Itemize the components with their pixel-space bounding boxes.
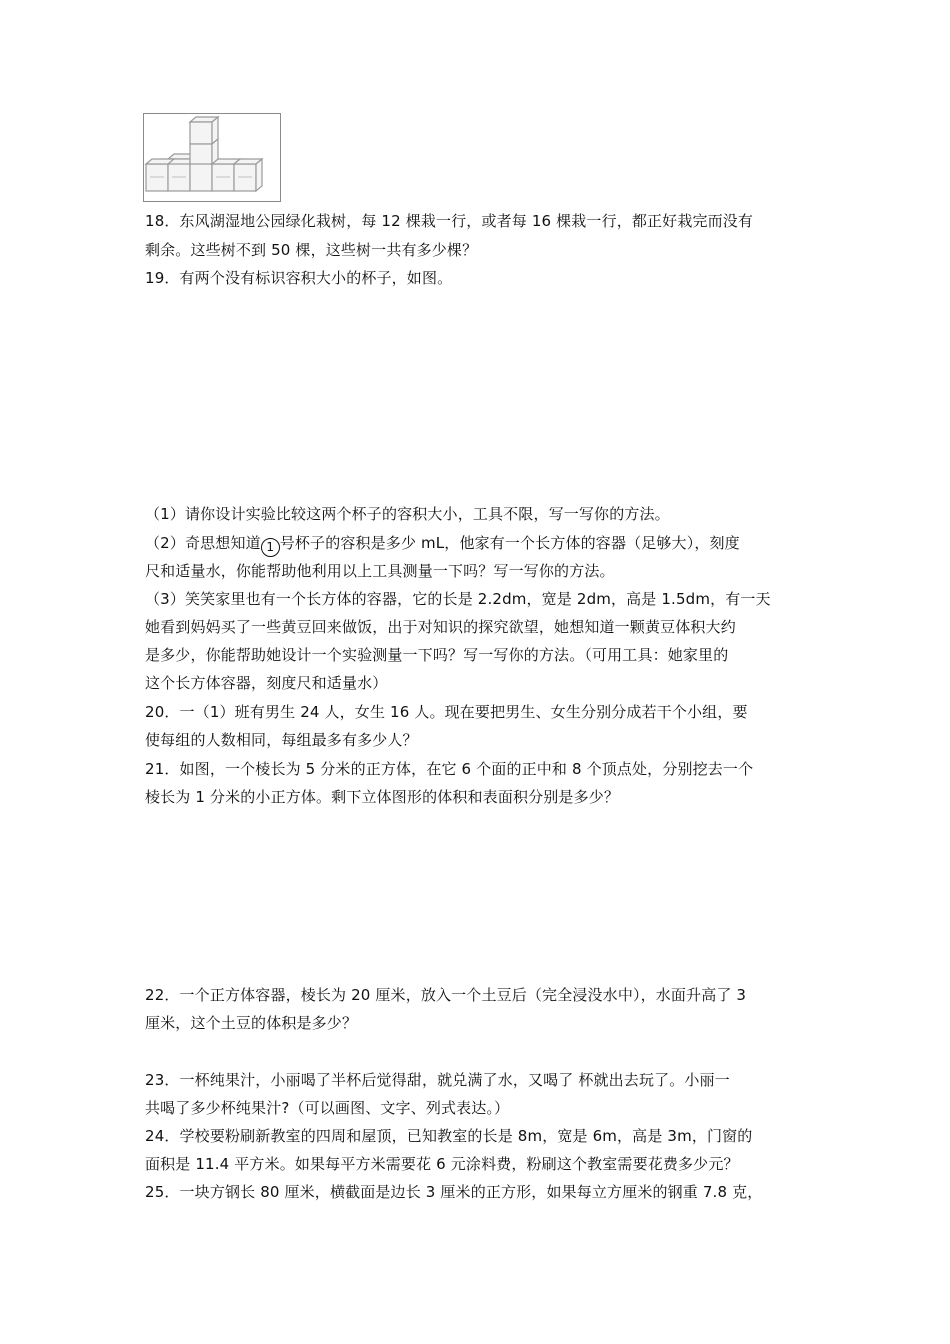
q19-part2-line-1: [145, 533, 740, 557]
q18-line-2: 剩余。这些树不到 50 棵，这些树一共有多少棵？: [145, 241, 478, 259]
q21-line-2: 棱长为 1 分米的小正方体。剩下立体图形的体积和表面积分别是多少？: [145, 788, 620, 806]
q19-line-1: 19．有两个没有标识容积大小的杯子，如图。: [145, 269, 453, 287]
q22-line-2: 厘米，这个土豆的体积是多少？: [145, 1014, 358, 1032]
q24-line-2: 面积是 11.4 平方米。如果每平方米需要花 6 元涂料费，粉刷这个教室需要花费多少元？: [145, 1155, 739, 1173]
q19-part2-prefix: （2）奇思想知道: [145, 534, 261, 552]
q19-part2-suffix: 号杯子的容积是多少 mL，他家有一个长方体的容器（足够大），刻度: [279, 534, 740, 552]
cube-stack-figure: [143, 113, 281, 202]
q20-line-1: 20．一（1）班有男生 24 人，女生 16 人。现在要把男生、女生分别分成若干个小组，要: [145, 703, 748, 721]
q19-part1: （1）请你设计实验比较这两个杯子的容积大小，工具不限，写一写你的方法。: [145, 505, 670, 523]
q25-line-1: 25．一块方钢长 80 厘米，横截面是边长 3 厘米的正方形，如果每立方厘米的钢重 7.8 克，: [145, 1183, 763, 1201]
q22-line-1: 22．一个正方体容器，棱长为 20 厘米，放入一个土豆后（完全浸没水中），水面升高了 3: [145, 986, 747, 1004]
cup-number-circle: 1: [261, 538, 280, 557]
q23-line-1: 23．一杯纯果汁，小丽喝了半杯后觉得甜，就兑满了水，又喝了 杯就出去玩了。小丽一: [145, 1071, 730, 1089]
q18-line-1: 18．东风湖湿地公园绿化栽树，每 12 棵栽一行，或者每 16 棵栽一行，都正好栽完而没有: [145, 212, 754, 230]
q19-part3-line-2: 她看到妈妈买了一些黄豆回来做饭，出于对知识的探究欲望，她想知道一颗黄豆体积大约: [145, 618, 736, 636]
q19-part3-line-4: 这个长方体容器，刻度尺和适量水）: [145, 674, 388, 692]
q19-part2-line-2: 尺和适量水，你能帮助他利用以上工具测量一下吗？写一写你的方法。: [145, 562, 615, 580]
q19-part3-line-3: 是多少，你能帮助她设计一个实验测量一下吗？写一写你的方法。（可用工具：她家里的: [145, 646, 729, 664]
q19-part3-line-1: （3）笑笑家里也有一个长方体的容器，它的长是 2.2dm，宽是 2dm，高是 1.5dm，有一天: [145, 590, 771, 608]
q23-line-2: 共喝了多少杯纯果汁?（可以画图、文字、列式表达。）: [145, 1099, 510, 1117]
q24-line-1: 24．学校要粉刷新教室的四周和屋顶，已知教室的长是 8m，宽是 6m，高是 3m，门窗的: [145, 1127, 753, 1145]
q20-line-2: 使每组的人数相同，每组最多有多少人？: [145, 731, 418, 749]
q21-line-1: 21．如图，一个棱长为 5 分米的正方体，在它 6 个面的正中和 8 个顶点处，分别挖去一个: [145, 760, 754, 778]
cube-stack-drawing: [144, 114, 280, 201]
